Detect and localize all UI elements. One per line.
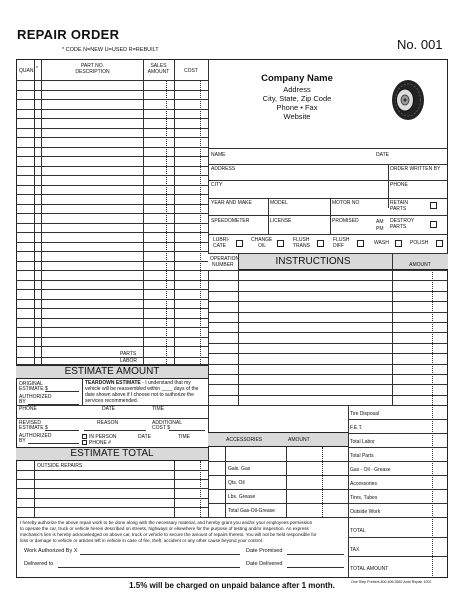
parts-row-line[interactable] bbox=[16, 308, 208, 309]
parts-row-line[interactable] bbox=[16, 337, 208, 338]
polish-checkbox[interactable] bbox=[436, 240, 443, 247]
parts-row-line[interactable] bbox=[16, 175, 208, 176]
col-cost: COST bbox=[184, 68, 198, 74]
printer-credit: One Step Printers 800.406.3562 Auto Repair 1002 bbox=[351, 580, 432, 584]
estimate-total-title: ESTIMATE TOTAL bbox=[70, 448, 154, 459]
parts-row-line[interactable] bbox=[16, 137, 208, 138]
flush-trans-label-2: TRANS bbox=[293, 243, 310, 249]
estimate-amount-title: ESTIMATE AMOUNT bbox=[64, 366, 160, 377]
parts-row-line[interactable] bbox=[16, 156, 208, 157]
phone-label: PHONE bbox=[390, 182, 408, 188]
authorization-text-1: I hereby authorize the above repair work to be done along with the necessary material, and hereby grant you and/or your employees permission bbox=[20, 520, 313, 525]
accessories-label: ACCESSORIES bbox=[226, 437, 263, 443]
parts-row-line[interactable] bbox=[16, 118, 208, 119]
lbs-grease-label: Lbs. Grease bbox=[228, 494, 256, 500]
delivered-to-label: Delivered to bbox=[24, 561, 54, 567]
instructions-row-line[interactable] bbox=[208, 374, 448, 375]
company-name: Company Name bbox=[261, 73, 333, 84]
operation-number-label: OPERATION bbox=[210, 256, 240, 262]
lubricate-checkbox[interactable] bbox=[236, 240, 243, 247]
parts-row-line[interactable] bbox=[16, 318, 208, 319]
accessories-row-line[interactable] bbox=[208, 503, 348, 504]
model-label: MODEL bbox=[270, 200, 288, 206]
wash-checkbox[interactable] bbox=[395, 240, 402, 247]
flush-trans-checkbox[interactable] bbox=[317, 240, 324, 247]
col-description: DESCRIPTION bbox=[75, 69, 110, 75]
col-code: * bbox=[36, 66, 38, 72]
authorization-text-2: to operate the car, truck or vehicle herein described on streets, highways or elsewhere for the purpose of testing and/or inspection. An express bbox=[20, 526, 309, 531]
motor-no-label: MOTOR NO bbox=[332, 200, 360, 206]
outside-repairs-row-line[interactable] bbox=[16, 507, 208, 508]
in-person-checkbox[interactable] bbox=[82, 434, 87, 439]
parts-row-line[interactable] bbox=[16, 166, 208, 167]
estimate-phone-label: PHONE bbox=[19, 406, 37, 412]
license-label: LICENSE bbox=[270, 218, 292, 224]
instructions-row-line[interactable] bbox=[208, 291, 448, 292]
total-parts-label: Total Parts bbox=[350, 453, 374, 459]
teardown-text-2: vehicle will be reassembled within ____ days of the bbox=[85, 386, 199, 392]
revised-estimate-dollar: ESTIMATE $ bbox=[19, 425, 48, 431]
totals-row-line[interactable] bbox=[348, 489, 448, 490]
total-label: TOTAL bbox=[350, 528, 366, 534]
form-title: REPAIR ORDER bbox=[17, 27, 120, 42]
totals-row-line[interactable] bbox=[348, 475, 448, 476]
instructions-row-line[interactable] bbox=[208, 384, 448, 385]
teardown-text-4: services recommended. bbox=[85, 398, 139, 404]
flush-diff-label: FLUSH bbox=[333, 237, 350, 243]
totals-row-line[interactable] bbox=[348, 433, 448, 434]
instructions-amount-label: AMOUNT bbox=[409, 262, 431, 268]
accessories-row-line[interactable] bbox=[208, 489, 348, 490]
company-website: Website bbox=[283, 112, 311, 121]
accessories-amount-label: AMOUNT bbox=[288, 437, 310, 443]
speedometer-label: SPEEDOMETER bbox=[211, 218, 250, 224]
col-quan: QUAN bbox=[19, 68, 34, 74]
accessories-row-line[interactable] bbox=[208, 461, 348, 462]
outside-repairs-row-line[interactable] bbox=[16, 498, 208, 499]
parts-row-line[interactable] bbox=[16, 90, 208, 91]
instructions-row-line[interactable] bbox=[208, 353, 448, 354]
delivered-to-line[interactable] bbox=[58, 567, 240, 568]
promised-label: PROMISED bbox=[332, 218, 359, 224]
parts-row-line[interactable] bbox=[16, 299, 208, 300]
teardown-text-3: date shown above if I choose not to authorize the bbox=[85, 392, 194, 398]
company-phone-fax: Phone • Fax bbox=[276, 103, 318, 112]
authorization-text-3: mechanic's lien is hereby acknowledged on above car, truck or vehicle to secure the amount of repairs thereto. You will not be held responsible for bbox=[20, 532, 317, 537]
authorized-by-label: AUTHORIZED bbox=[19, 394, 52, 400]
totals-row-line[interactable] bbox=[348, 517, 448, 518]
totals-row-line[interactable] bbox=[348, 461, 448, 462]
authorization-text-4: loss or damage to vehicle or articles left in vehicle in case of fire, theft, accident or any other cause beyond your control. bbox=[20, 538, 264, 543]
original-estimate-dollar: ESTIMATE $ bbox=[19, 386, 48, 392]
date-delivered-label: Date Delivered bbox=[246, 561, 283, 567]
parts-row-line[interactable] bbox=[16, 232, 208, 233]
totals-row-line[interactable] bbox=[348, 419, 448, 420]
destroy-parts-label-2: PARTS bbox=[390, 224, 407, 230]
wash-label: WASH bbox=[374, 240, 389, 246]
late-fee-note: 1.5% will be charged on unpaid balance after 1 month. bbox=[129, 581, 335, 590]
date-promised-label: Date Promised bbox=[246, 548, 283, 554]
parts-total-label: PARTS bbox=[120, 351, 137, 357]
parts-row-line[interactable] bbox=[16, 223, 208, 224]
instructions-row-line[interactable] bbox=[208, 322, 448, 323]
parts-row-line[interactable] bbox=[16, 204, 208, 205]
flush-trans-label: FLUSH bbox=[293, 237, 310, 243]
parts-row-line[interactable] bbox=[16, 128, 208, 129]
date-promised-line[interactable] bbox=[287, 554, 344, 555]
parts-row-line[interactable] bbox=[16, 99, 208, 100]
qts-oil-label: Qts. Oil bbox=[228, 480, 245, 486]
parts-row-line[interactable] bbox=[16, 327, 208, 328]
totals-row-line[interactable] bbox=[348, 556, 448, 557]
in-person-label: IN PERSON bbox=[89, 434, 117, 440]
code-legend: * CODE N=NEW U=USED R=REBUILT bbox=[62, 47, 159, 53]
parts-row-line[interactable] bbox=[16, 251, 208, 252]
lubricate-label: LUBRI- bbox=[213, 237, 230, 243]
am-label: AM bbox=[376, 219, 384, 225]
address-label: ADDRESS bbox=[211, 166, 236, 172]
instructions-row-line[interactable] bbox=[208, 312, 448, 313]
col-sales: SALES bbox=[150, 63, 167, 69]
outside-work-label: Outside Work bbox=[350, 509, 381, 515]
outside-repairs-row-line[interactable] bbox=[16, 488, 208, 489]
additional-cost-dollar: COST $ bbox=[152, 425, 170, 431]
polish-label: POLISH bbox=[410, 240, 429, 246]
total-gas-oil-grease-label: Total Gas-Oil-Grease bbox=[228, 508, 275, 514]
outside-repairs-label: OUTSIDE REPAIRS bbox=[37, 463, 83, 469]
estimate-time-label: TIME bbox=[152, 406, 164, 412]
name-label: NAME bbox=[211, 152, 226, 158]
work-authorized-signature-line[interactable] bbox=[80, 554, 240, 555]
instructions-row-line[interactable] bbox=[208, 395, 448, 396]
lubricate-label-2: CATE bbox=[213, 243, 226, 249]
total-labor-label: Total Labor bbox=[350, 439, 375, 445]
parts-row-line[interactable] bbox=[16, 194, 208, 195]
flush-diff-label-2: DIFF bbox=[333, 243, 345, 249]
instructions-title: INSTRUCTIONS bbox=[275, 256, 351, 267]
authorized-by-label-2: BY bbox=[19, 399, 26, 405]
date-delivered-line[interactable] bbox=[287, 567, 344, 568]
parts-row-line[interactable] bbox=[16, 280, 208, 281]
fet-label: F.E.T. bbox=[350, 425, 363, 431]
parts-row-line[interactable] bbox=[16, 242, 208, 243]
parts-row-line[interactable] bbox=[16, 185, 208, 186]
authorized-by-2-label: AUTHORIZED bbox=[19, 433, 52, 439]
order-number: No. 001 bbox=[397, 37, 443, 52]
instructions-row-line[interactable] bbox=[208, 332, 448, 333]
company-address: Address bbox=[283, 85, 311, 94]
parts-divider bbox=[208, 59, 209, 517]
tire-disposal-label: Tire Disposal bbox=[350, 411, 379, 417]
col-part-no: PART NO. bbox=[80, 63, 105, 69]
col-sales-amount: AMOUNT bbox=[147, 69, 170, 75]
original-estimate-label: ORIGINAL bbox=[19, 381, 43, 387]
order-written-by-label: ORDER WRITTEN BY bbox=[390, 166, 441, 172]
destroy-parts-checkbox[interactable] bbox=[430, 221, 437, 228]
accessories-row-line[interactable] bbox=[208, 475, 348, 476]
authorized-time-label: TIME bbox=[178, 434, 190, 440]
pm-label: PM bbox=[376, 226, 384, 232]
parts-row-line[interactable] bbox=[16, 213, 208, 214]
totals-accessories-label: Accessories bbox=[350, 481, 377, 487]
parts-row-line[interactable] bbox=[16, 346, 208, 347]
estimate-date-label: DATE bbox=[102, 406, 115, 412]
destroy-parts-label: DESTROY bbox=[390, 218, 415, 224]
instructions-row-line[interactable] bbox=[208, 343, 448, 344]
total-amount-label: TOTAL AMOUNT bbox=[350, 566, 389, 572]
retain-parts-label-2: PARTS bbox=[390, 206, 407, 212]
additional-cost-label: ADDITIONAL bbox=[152, 420, 183, 426]
totals-row-line[interactable] bbox=[348, 503, 448, 504]
parts-row-line[interactable] bbox=[16, 289, 208, 290]
labor-total-label: LABOR bbox=[120, 358, 137, 364]
company-city: City, State, Zip Code bbox=[262, 94, 332, 103]
revised-estimate-label: REVISED bbox=[19, 420, 41, 426]
authorized-by-2-label-2: BY bbox=[19, 438, 26, 444]
tire-icon bbox=[388, 78, 428, 122]
tires-tubes-label: Tires, Tubes bbox=[350, 495, 378, 501]
gas-oil-grease-label: Gas - Oil - Grease bbox=[350, 467, 391, 473]
parts-row-line[interactable] bbox=[16, 147, 208, 148]
outside-repairs-row-line[interactable] bbox=[16, 479, 208, 480]
work-authorized-by-label: Work Authorized By X bbox=[24, 548, 78, 554]
phone-number-label: PHONE # bbox=[89, 440, 111, 446]
parts-row-line[interactable] bbox=[16, 270, 208, 271]
instructions-row-line[interactable] bbox=[208, 280, 448, 281]
totals-row-line[interactable] bbox=[348, 537, 448, 538]
authorized-date-label: DATE bbox=[138, 434, 151, 440]
instructions-row-line[interactable] bbox=[208, 270, 448, 271]
retain-parts-checkbox[interactable] bbox=[430, 202, 437, 209]
change-oil-label-2: OIL bbox=[258, 243, 267, 249]
year-make-label: YEAR AND MAKE bbox=[211, 200, 252, 206]
phone-checkbox[interactable] bbox=[82, 440, 87, 445]
gals-gas-label: Gals. Gas bbox=[228, 466, 251, 472]
retain-parts-label: RETAIN bbox=[390, 200, 408, 206]
change-oil-label: CHANGE bbox=[251, 237, 273, 243]
flush-diff-checkbox[interactable] bbox=[357, 240, 364, 247]
parts-row-line[interactable] bbox=[16, 109, 208, 110]
operation-number-label-2: NUMBER bbox=[212, 262, 234, 268]
reason-label: REASON bbox=[97, 420, 119, 426]
date-label: DATE bbox=[376, 152, 389, 158]
instructions-row-line[interactable] bbox=[208, 301, 448, 302]
totals-row-line[interactable] bbox=[348, 447, 448, 448]
parts-row-line[interactable] bbox=[16, 261, 208, 262]
teardown-estimate: TEARDOWN ESTIMATE - I understand that my bbox=[85, 380, 191, 386]
city-label: CITY bbox=[211, 182, 223, 188]
instructions-row-line[interactable] bbox=[208, 364, 448, 365]
change-oil-checkbox[interactable] bbox=[277, 240, 284, 247]
tax-label: TAX bbox=[350, 547, 360, 553]
